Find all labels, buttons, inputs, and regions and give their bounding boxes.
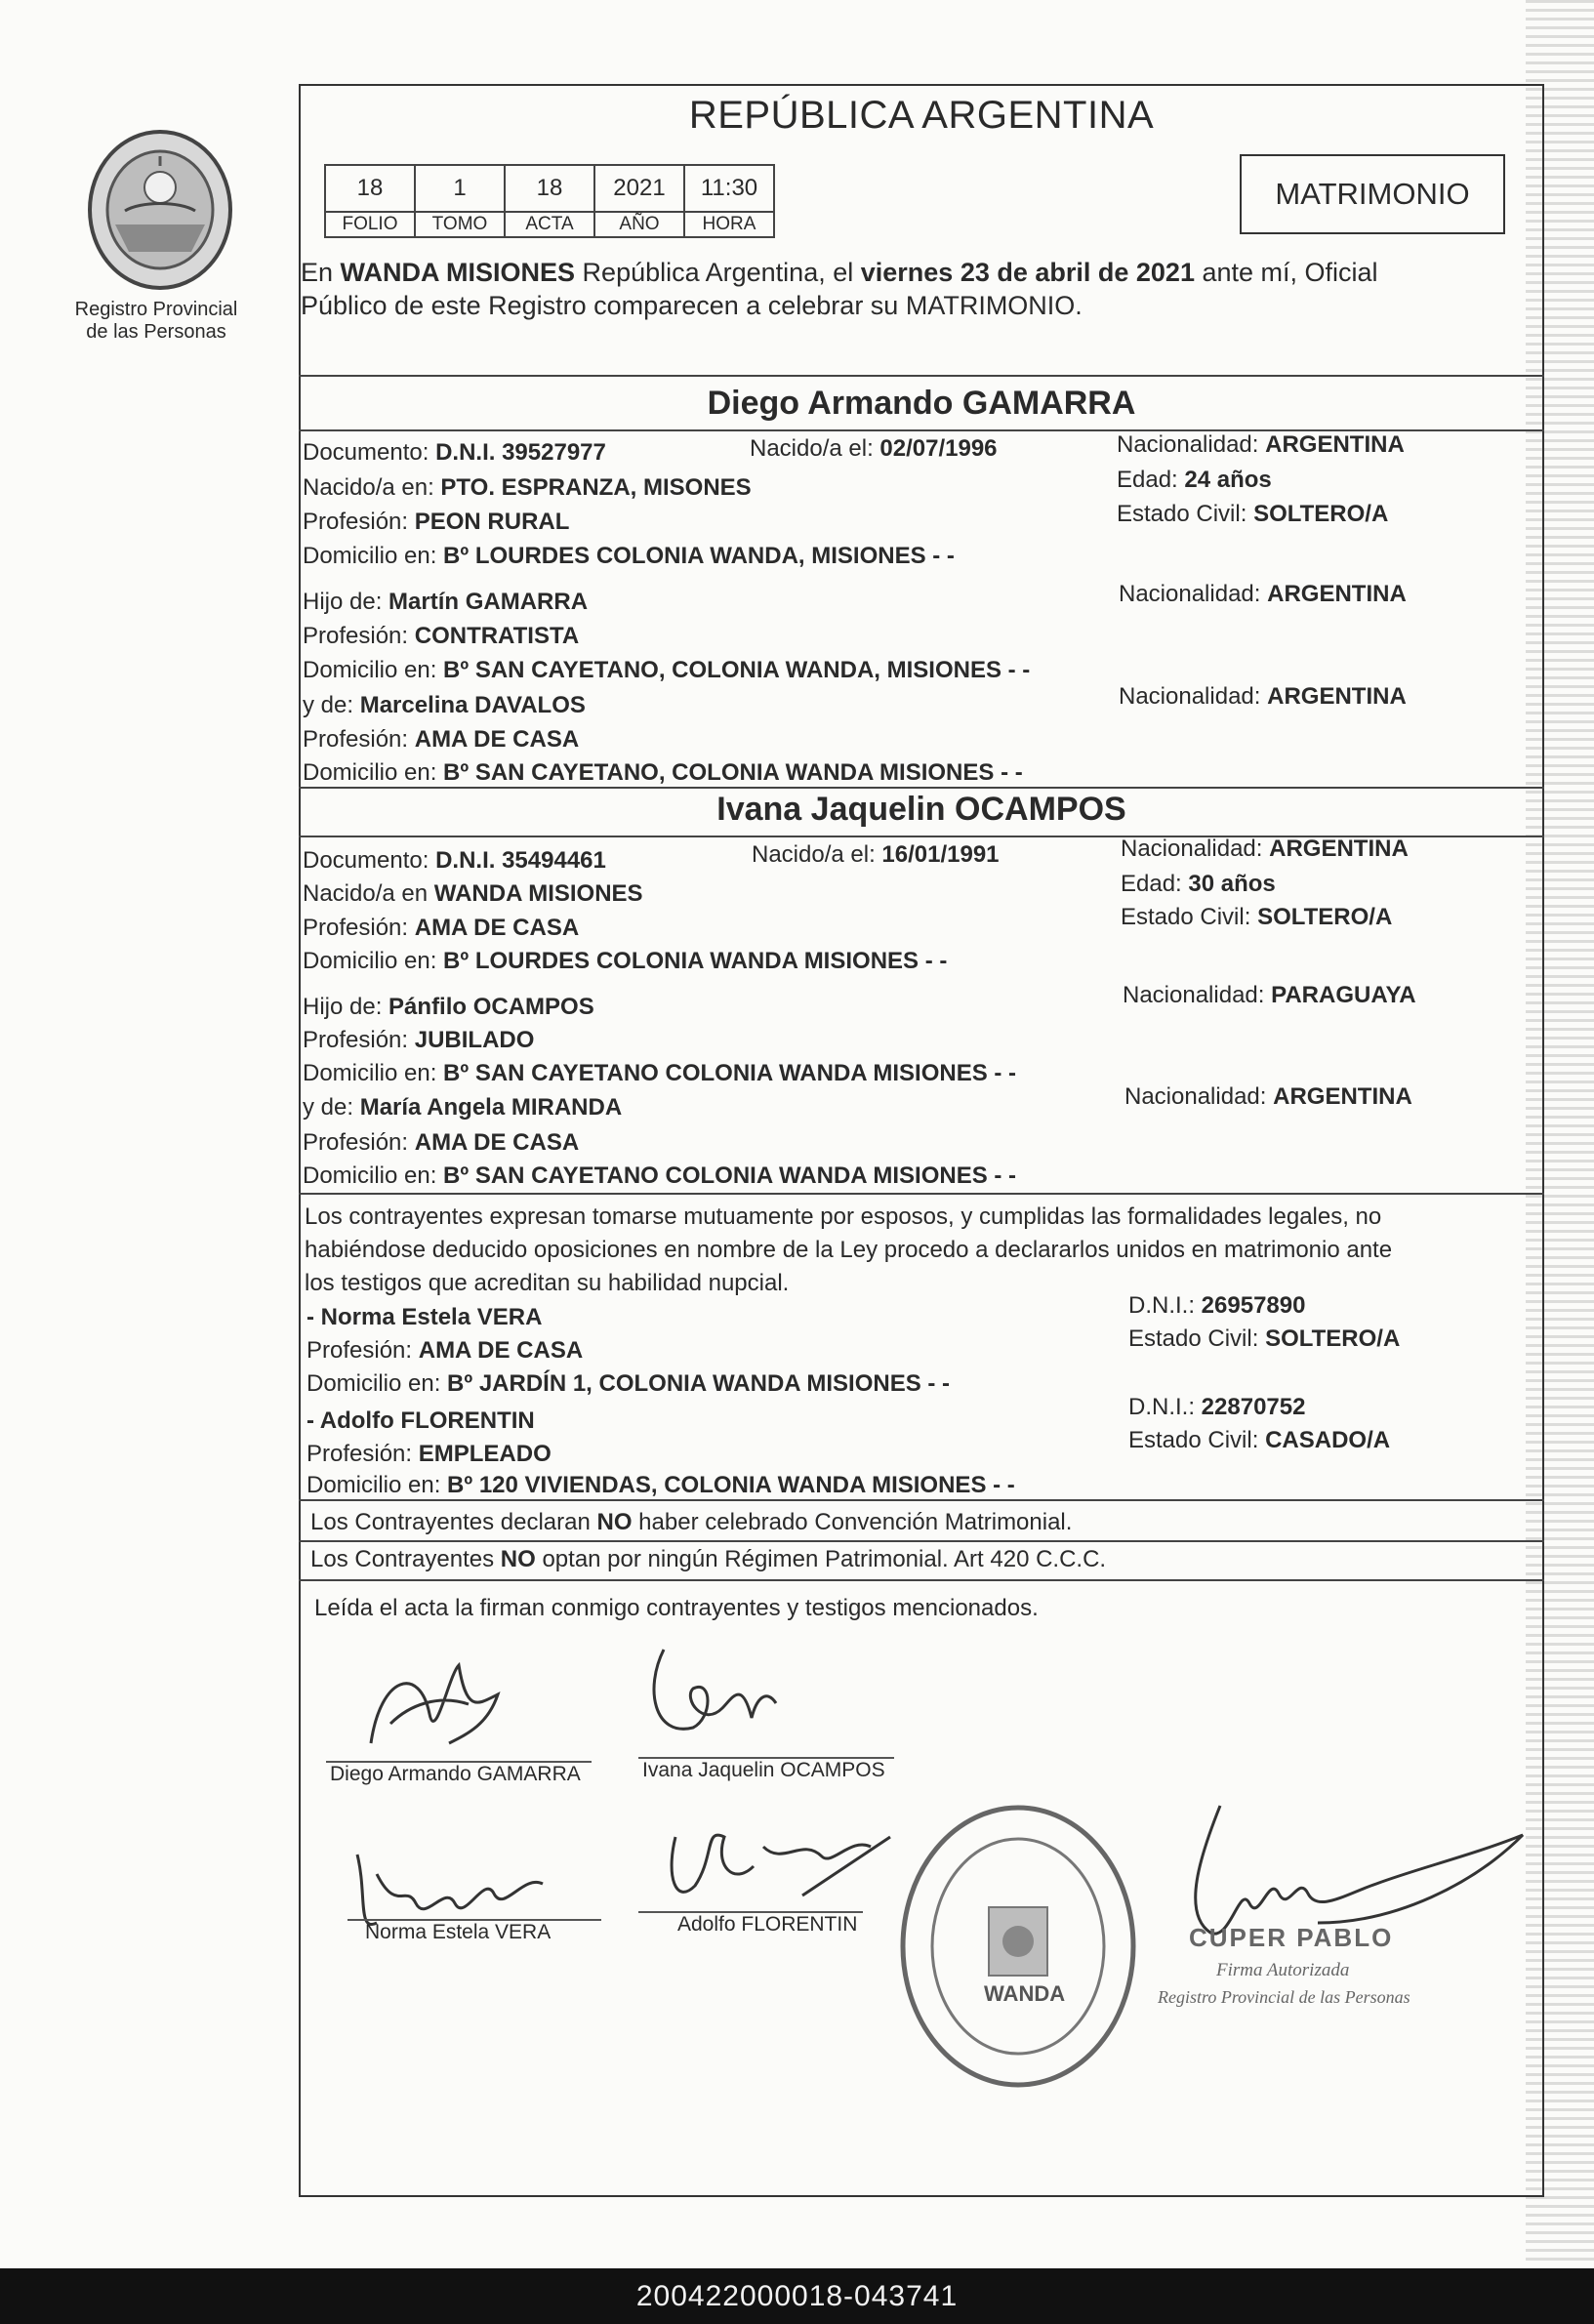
signatures-intro: Leída el acta la firman conmigo contrayentes y testigos mencionados.	[314, 1595, 1039, 1621]
party1-father-nationality: Nacionalidad: ARGENTINA	[1119, 581, 1407, 607]
agreement-convention: Los Contrayentes declaran NO haber celebrado Convención Matrimonial.	[310, 1509, 1073, 1535]
party1-birthdate: Nacido/a el: 02/07/1996	[750, 435, 998, 462]
intro-paragraph: En WANDA MISIONES República Argentina, el viernes 23 de abril de 2021 ante mí, Oficial Público de este Registro comparecen a celebrar su MATRIMONIO.	[301, 258, 1378, 320]
party1-mother-address: Domicilio en: Bº SAN CAYETANO, COLONIA WANDA MISIONES - -	[303, 759, 1023, 786]
folio-label: FOLIO	[325, 212, 415, 237]
acta-label: ACTA	[505, 212, 594, 237]
witness2-civil-status: Estado Civil: CASADO/A	[1128, 1427, 1391, 1453]
party2-mother-profession: Profesión: AMA DE CASA	[303, 1129, 580, 1156]
divider	[299, 1499, 1544, 1501]
party1-name: Diego Armando GAMARRA	[707, 385, 1136, 422]
divider	[299, 375, 1544, 377]
seal-center-text: WANDA	[984, 1981, 1066, 2006]
tomo-value: 1	[415, 165, 505, 212]
party2-father-profession: Profesión: JUBILADO	[303, 1027, 535, 1053]
signature-label-1: Diego Armando GAMARRA	[330, 1763, 581, 1785]
party2-profession: Profesión: AMA DE CASA	[303, 915, 580, 941]
registry-seal	[896, 1800, 1140, 2093]
party2-mother-address: Domicilio en: Bº SAN CAYETANO COLONIA WANDA MISIONES - -	[303, 1162, 1017, 1189]
divider	[299, 1540, 1544, 1542]
party1-civil-status: Estado Civil: SOLTERO/A	[1117, 501, 1389, 527]
anio-label: AÑO	[594, 212, 684, 237]
hora-label: HORA	[684, 212, 774, 237]
official-title: Firma Autorizada	[1216, 1960, 1350, 1980]
signature-scribble-1	[351, 1636, 527, 1763]
witness2-profession: Profesión: EMPLEADO	[307, 1441, 552, 1467]
party2-document: Documento: D.N.I. 35494461	[303, 847, 606, 874]
party1-age: Edad: 24 años	[1117, 467, 1272, 493]
signature-scribble-4	[656, 1808, 910, 1915]
agreement-regime: Los Contrayentes NO optan por ningún Régimen Patrimonial. Art 420 C.C.C.	[310, 1546, 1107, 1572]
witness1-dni: D.N.I.: 26957890	[1128, 1292, 1306, 1319]
signature-scribble-2	[634, 1620, 791, 1757]
party2-mother: y de: María Angela MIRANDA	[303, 1094, 623, 1121]
folio-value: 18	[325, 165, 415, 212]
party1-father: Hijo de: Martín GAMARRA	[303, 589, 589, 615]
party2-name: Ivana Jaquelin OCAMPOS	[716, 791, 1126, 828]
witness1-address: Domicilio en: Bº JARDÍN 1, COLONIA WANDA MISIONES - -	[307, 1370, 951, 1397]
signature-label-3: Norma Estela VERA	[365, 1921, 552, 1943]
party2-birthdate: Nacido/a el: 16/01/1991	[752, 841, 1000, 868]
official-name: CUPER PABLO	[1189, 1923, 1394, 1952]
party1-mother-profession: Profesión: AMA DE CASA	[303, 726, 580, 753]
witness1-profession: Profesión: AMA DE CASA	[307, 1337, 584, 1364]
signature-label-2: Ivana Jaquelin OCAMPOS	[642, 1759, 885, 1781]
party1-document: Documento: D.N.I. 39527977	[303, 439, 606, 466]
party1-birthplace: Nacido/a en: PTO. ESPRANZA, MISONES	[303, 474, 752, 501]
party2-father-nationality: Nacionalidad: PARAGUAYA	[1123, 982, 1416, 1008]
country-title: REPÚBLICA ARGENTINA	[688, 94, 1155, 137]
reference-table	[324, 164, 775, 238]
witness2-dni: D.N.I.: 22870752	[1128, 1394, 1306, 1420]
acta-value: 18	[505, 165, 594, 212]
party1-profession: Profesión: PEON RURAL	[303, 509, 570, 535]
party2-father: Hijo de: Pánfilo OCAMPOS	[303, 994, 594, 1020]
declaration-paragraph: Los contrayentes expresan tomarse mutuamente por esposos, y cumplidas las formalidades legales, no habiéndose deducido oposiciones en nombre de la Ley procedo a declararlos unidos en matrimonio ante los testigos que acreditan su habilidad nupcial.	[305, 1203, 1393, 1296]
divider	[299, 1193, 1544, 1195]
witness2-address: Domicilio en: Bº 120 VIVIENDAS, COLONIA WANDA MISIONES - -	[307, 1472, 1015, 1498]
party2-nationality: Nacionalidad: ARGENTINA	[1121, 836, 1409, 862]
party2-birthplace: Nacido/a en WANDA MISIONES	[303, 880, 643, 907]
signature-label-4: Adolfo FLORENTIN	[677, 1913, 858, 1936]
party2-civil-status: Estado Civil: SOLTERO/A	[1121, 904, 1393, 930]
tomo-label: TOMO	[415, 212, 505, 237]
party1-mother-nationality: Nacionalidad: ARGENTINA	[1119, 683, 1407, 710]
party1-father-address: Domicilio en: Bº SAN CAYETANO, COLONIA WANDA, MISIONES - -	[303, 657, 1031, 683]
document-code-footer: 200422000018-043741	[0, 2268, 1594, 2324]
witness1-civil-status: Estado Civil: SOLTERO/A	[1128, 1325, 1401, 1352]
party1-nationality: Nacionalidad: ARGENTINA	[1117, 431, 1405, 458]
anio-value: 2021	[594, 165, 684, 212]
hora-value: 11:30	[684, 165, 774, 212]
party2-age: Edad: 30 años	[1121, 871, 1276, 897]
act-type-box: MATRIMONIO	[1240, 154, 1505, 234]
divider	[299, 1579, 1544, 1581]
logo-caption: Registro Provincial de las Personas	[74, 299, 238, 343]
party2-address: Domicilio en: Bº LOURDES COLONIA WANDA MISIONES - -	[303, 948, 948, 974]
party1-father-profession: Profesión: CONTRATISTA	[303, 623, 580, 649]
party1-address: Domicilio en: Bº LOURDES COLONIA WANDA, MISIONES - -	[303, 543, 955, 569]
party2-father-address: Domicilio en: Bº SAN CAYETANO COLONIA WANDA MISIONES - -	[303, 1060, 1017, 1086]
party1-mother: y de: Marcelina DAVALOS	[303, 692, 586, 718]
party2-mother-nationality: Nacionalidad: ARGENTINA	[1124, 1083, 1412, 1110]
official-office: Registro Provincial de las Personas	[1158, 1987, 1410, 2007]
witness2-name: - Adolfo FLORENTIN	[307, 1407, 535, 1434]
provincial-logo	[82, 127, 238, 293]
divider	[299, 787, 1544, 789]
witness1-name: - Norma Estela VERA	[307, 1304, 543, 1330]
